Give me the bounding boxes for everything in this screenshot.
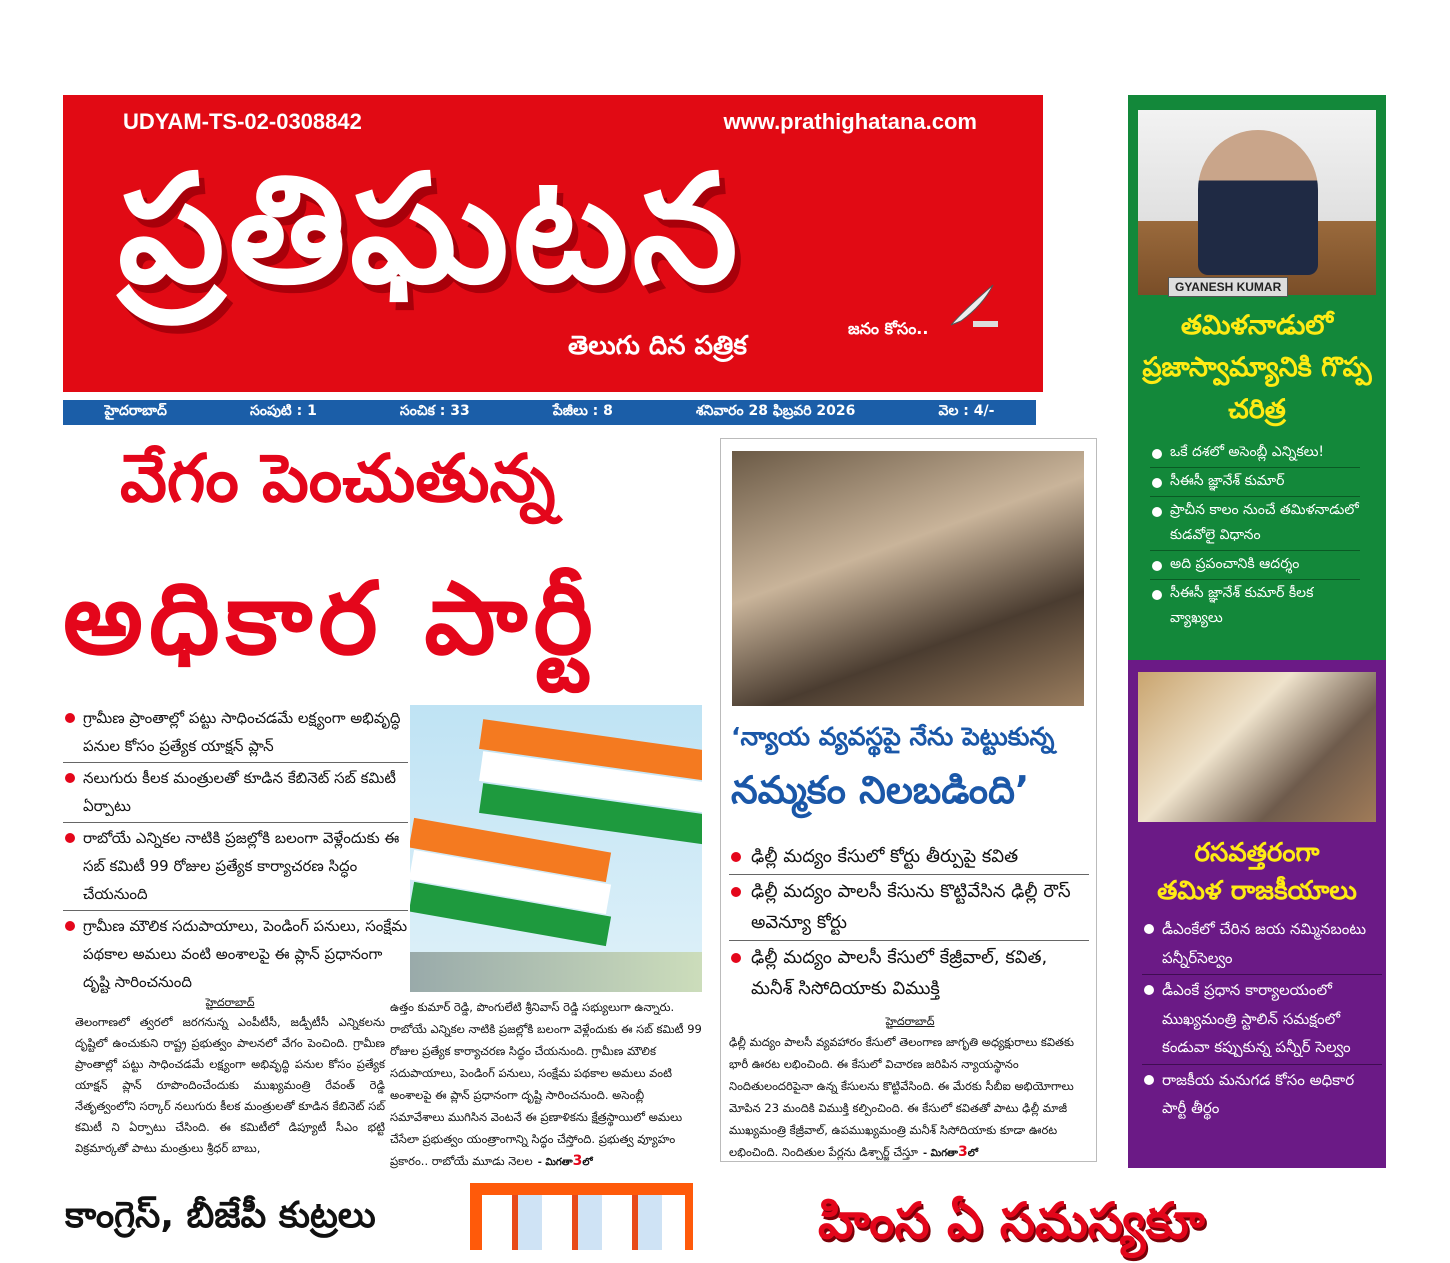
politicians-photo xyxy=(1138,672,1376,822)
quill-icon xyxy=(943,281,1003,331)
lead-body-text: తెలంగాణలో త్వరలో జరగనున్న ఎంపీటీసీ, జడ్పీటీసీ ఎన్నికలను దృష్టిలో ఉంచుకుని రాష్ట్ర ప్రభుత్వం పాలనలో వేగం పెంచింది. గ్రామీణ ప్రాంతాల్లో పట్టు సాధించడమే లక్ష్యంగా అభివృద్ధి పనుల కోసం ప్రత్యేక యాక్షన్ ప్లాన్ రూపొందించేందుకు ముఖ్యమంత్రి రేవంత్ రెడ్డి నేతృత్వంలోని సర్కార్ నలుగురు కీలక మంత్రులతో కూడిన కేబినెట్ సబ్ కమిటీ ని ఏర్పాటు చేసింది. ఈ కమిటీలో డిప్యూటీ సీఎం భట్టి విక్రమార్కతో పాటు మంత్రులు శ్రీధర్ బాబు, xyxy=(75,1015,385,1155)
bullet-item: సీఈసీ జ్ఞానేశ్ కుమార్ కీలక వ్యాఖ్యలు xyxy=(1150,581,1360,631)
website-link[interactable]: www.prathighatana.com xyxy=(723,109,977,134)
bullet-item: గ్రామీణ మౌలిక సదుపాయాలు, పెండింగ్ పనులు, సంక్షేమ పథకాల అమలు వంటి అంశాలపై ఈ ప్లాన్ ప్రధానంగా దృష్టి సారించనుంది xyxy=(63,912,408,996)
page-count: పేజీలు : 8 xyxy=(552,403,613,419)
bullet-item: ఢిల్లీ మద్యం పాలసీ కేసులో కేజ్రీవాల్, కవిత, మనీశ్ సిసోదియాకు విముక్తి xyxy=(729,942,1089,1004)
sidebar-purple xyxy=(1128,660,1386,1168)
bullet-item: గ్రామీణ ప్రాంతాల్లో పట్టు సాధించడమే లక్ష్యంగా అభివృద్ధి పనుల కోసం ప్రత్యేక యాక్షన్ ప్లాన్ xyxy=(63,704,408,763)
bullet-item: ఒకే దశలో అసెంబ్లీ ఎన్నికలు! xyxy=(1150,440,1360,468)
newspaper-logo: ప్రతిఘటన xyxy=(118,143,742,317)
sidebar-green xyxy=(1128,95,1386,660)
bullet-item: ఢిల్లీ మద్యం పాలసీ కేసును కొట్టివేసిన ఢిల్లీ రౌస్ అవెన్యూ కోర్టు xyxy=(729,876,1089,941)
green-bullets xyxy=(1150,440,1360,631)
tagline: తెలుగు దిన పత్రిక xyxy=(568,331,747,361)
bullet-item: అది ప్రపంచానికి ఆదర్శం xyxy=(1150,552,1360,580)
bottom-right-headline: హింస ఏ సమస్యకూ xyxy=(818,1192,1205,1250)
bullet-item: రాబోయే ఎన్నికల నాటికి ప్రజల్లోకి బలంగా వెళ్లేందుకు ఈ సబ్ కమిటీ 99 రోజుల ప్రత్యేక కార్యాచరణ సిద్ధం చేయనుంది xyxy=(63,824,408,911)
photo-caption: GYANESH KUMAR xyxy=(1168,277,1288,297)
issue-date: శనివారం 28 ఫిబ్రవరి 2026 xyxy=(695,403,856,419)
center-body xyxy=(729,1015,1091,1163)
bullet-item: నలుగురు కీలక మంత్రులతో కూడిన కేబినెట్ సబ్ కమిటీ ఏర్పాటు xyxy=(63,764,408,823)
registration-number: UDYAM-TS-02-0308842 xyxy=(123,109,362,134)
lead-body-column-1 xyxy=(75,996,385,1159)
lead-bullets xyxy=(63,704,408,996)
bottom-left-headline: కాంగ్రెస్, బీజేపీ కుట్రలు xyxy=(65,1195,376,1236)
bullet-item: డీఎంకేలో చేరిన జయ నమ్మినబంటు పన్నీర్‌సెల్వం xyxy=(1142,915,1382,975)
dateline: హైదరాబాద్ xyxy=(885,1015,935,1028)
purple-bullets xyxy=(1142,915,1382,1123)
lead-body-column-2 xyxy=(390,996,702,1172)
green-headline: తమిళనాడులో ప్రజాస్వామ్యానికి గొప్ప చరిత్ర xyxy=(1142,310,1372,425)
issue-info-strip xyxy=(63,400,1036,425)
bullet-item: సీఈసీ జ్ఞానేశ్ కుమార్ xyxy=(1150,469,1360,497)
masthead xyxy=(63,95,1043,392)
lead-headline-line1: వేగం పెంచుతున్న xyxy=(120,440,556,517)
bottom-photo xyxy=(470,1183,693,1250)
congress-flag-photo xyxy=(410,705,702,992)
dateline: హైదరాబాద్ xyxy=(205,996,255,1009)
volume: సంపుటి : 1 xyxy=(250,403,317,419)
center-story xyxy=(720,438,1097,1162)
continued-link[interactable]: - మిగతా3లో xyxy=(537,1153,593,1169)
lead-body-text: ఉత్తం కుమార్ రెడ్డి, పొంగులేటి శ్రీనివాస్ రెడ్డి సభ్యులుగా ఉన్నారు. రాబోయే ఎన్నికల నాటికి ప్రజల్లోకి బలంగా వెళ్లేందుకు ఈ సబ్ కమిటీ 99 రోజుల ప్రత్యేక కార్యాచరణ సిద్ధం చేయనుంది. గ్రామీణ మౌలిక సదుపాయాలు, పెండింగ్ పనులు, సంక్షేమ పథకాల అమలు వంటి అంశాలపై ఈ ప్లాన్ ప్రధానంగా దృష్టి సారించనుంది. అసెంబ్లీ సమావేశాలు ముగిసిన వెంటనే ఈ ప్రణాళికను క్షేత్రస్థాయిలో అమలు చేసేలా ప్రభుత్వం యంత్రాంగాన్ని సిద్ధం చేస్తోంది. ప్రభుత్వ వ్యూహం ప్రకారం.. రాబోయే మూడు నెలల xyxy=(390,1000,702,1168)
purple-headline: రసవత్తరంగా తమిళ రాజకీయాలు xyxy=(1157,838,1357,906)
center-bullets xyxy=(729,841,1089,1004)
issue-number: సంచిక : 33 xyxy=(399,403,470,419)
center-body-text: ఢిల్లీ మద్యం పాలసీ వ్యవహారం కేసులో తెలంగాణ జాగృతి అధ్యక్షురాలు కవితకు భారీ ఊరట లభించింది. ఈ కేసులో విచారణ జరిపిన న్యాయస్థానం నిందితులందరిపైనా ఉన్న కేసులను కొట్టివేసింది. ఈ మేరకు సీబీఐ అభియోగాలు మోపిన 23 మందికి విముక్తి కల్పించింది. ఈ కేసులో కవితతో పాటు ఢిల్లీ మాజీ ముఖ్యమంత్రి కేజ్రీవాల్, ఉపముఖ్యమంత్రి మనీశ్ సిసోదియాకు కూడా ఊరట లభించింది. నిందితుల పేర్లను డిశ్చార్జ్ చేస్తూ xyxy=(729,1035,1074,1159)
slogan: జనం కోసం.. xyxy=(848,319,929,338)
center-headline: ‘న్యాయ వ్యవస్థపై నేను పెట్టుకున్న నమ్మకం నిలబడింది’ xyxy=(731,722,1055,812)
bullet-item: రాజకీయ మనుగడ కోసం అధికార పార్టీ తీర్థం xyxy=(1142,1066,1382,1123)
continued-link[interactable]: - మిగతా3లో xyxy=(923,1144,979,1160)
lead-headline-line2: అధికార పార్టీ xyxy=(63,560,599,677)
press-conference-photo xyxy=(732,451,1084,706)
bullet-item: డీఎంకే ప్రధాన కార్యాలయంలో ముఖ్యమంత్రి స్టాలిన్ సమక్షంలో కండువా కప్పుకున్న పన్నీర్ సెల్వం xyxy=(1142,976,1382,1065)
bullet-item: ఢిల్లీ మద్యం కేసులో కోర్టు తీర్పుపై కవిత xyxy=(729,841,1089,875)
city: హైదరాబాద్ xyxy=(104,403,167,419)
cec-photo xyxy=(1138,110,1376,295)
bullet-item: ప్రాచీన కాలం నుంచే తమిళనాడులో కుడవోలై విధానం xyxy=(1150,498,1360,551)
price: వెల : 4/- xyxy=(938,403,995,419)
